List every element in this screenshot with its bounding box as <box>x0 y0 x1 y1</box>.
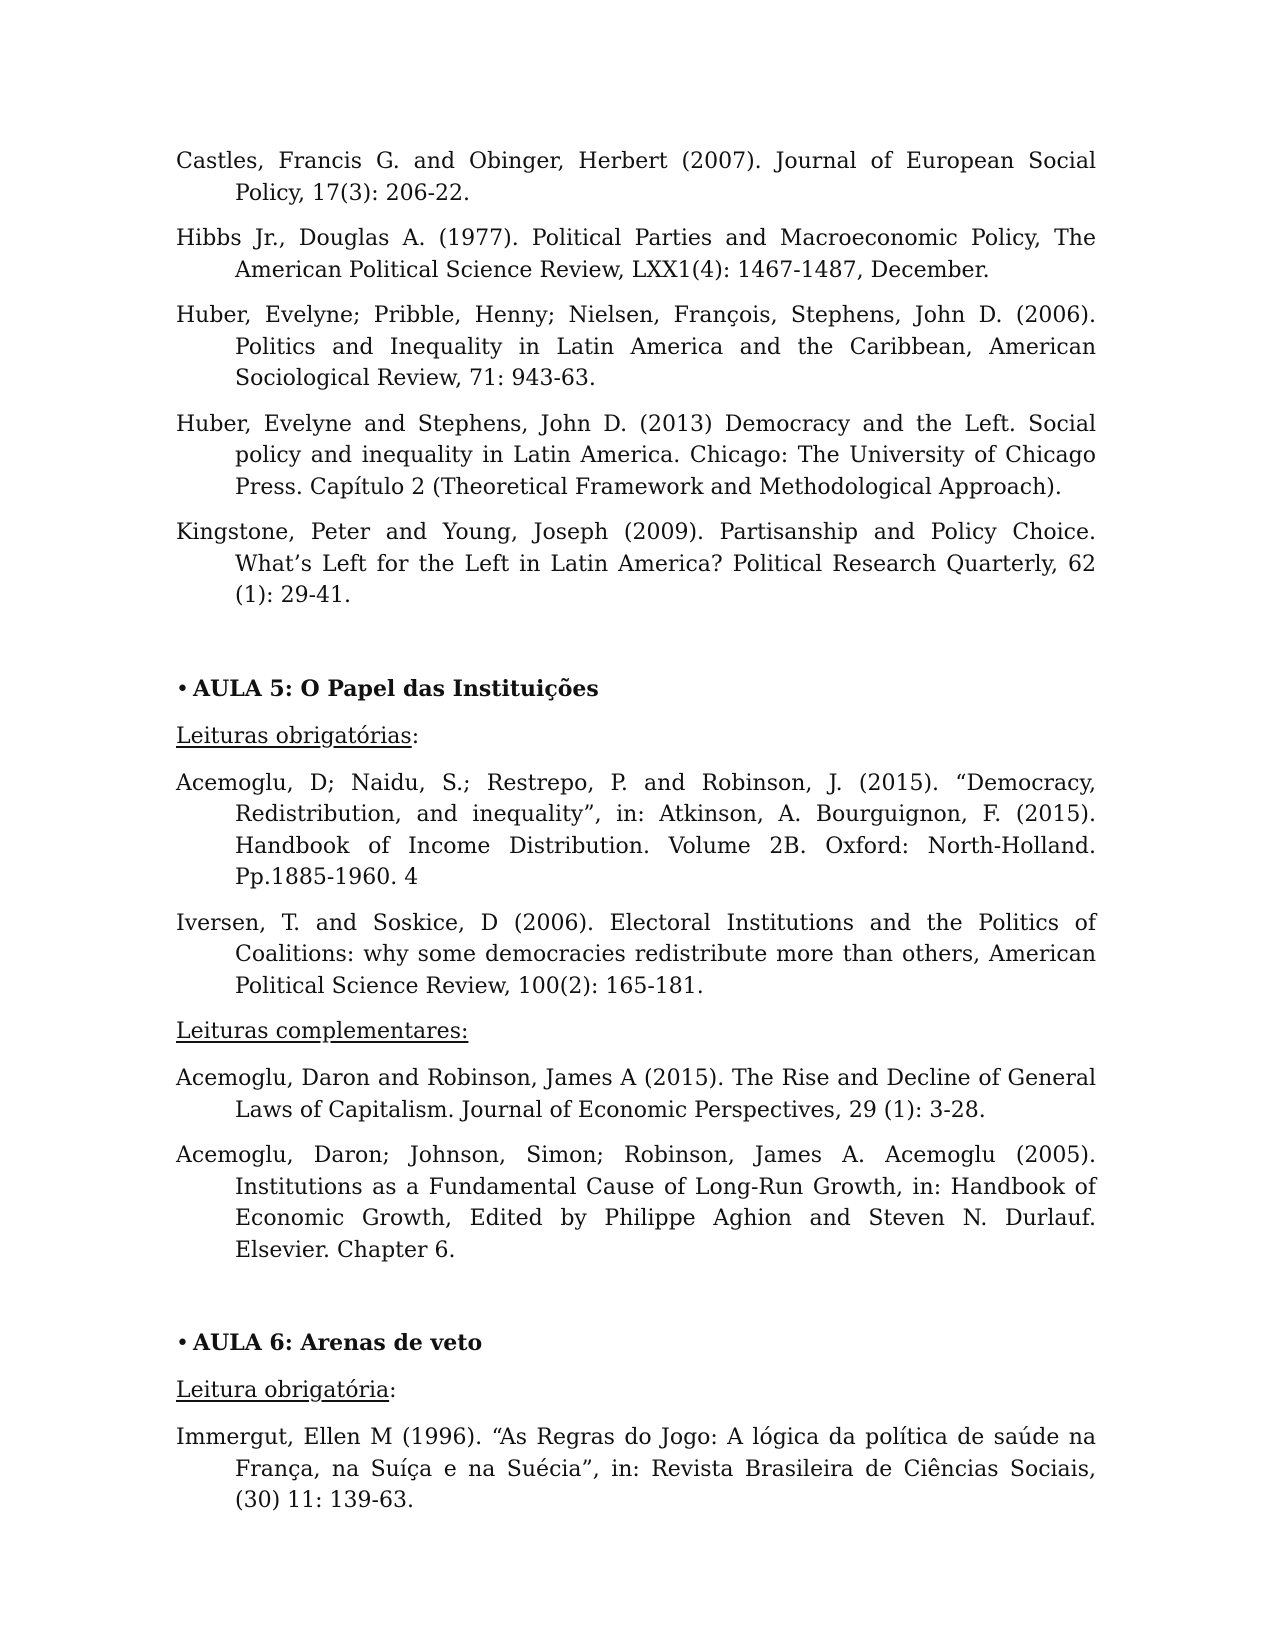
label-suffix: : <box>389 1378 397 1403</box>
section-spacer <box>176 626 1096 674</box>
reference-entry: Castles, Francis G. and Obinger, Herbert (2007). Journal of European Social Policy, 17(3): 206-22. <box>176 149 1096 206</box>
complementary-readings-label <box>176 1016 1096 1047</box>
reference-entry: Kingstone, Peter and Young, Joseph (2009). Partisanship and Policy Choice. What’s Left for the Left in Latin America? Political Research Quarterly, 62 (1): 29-41. <box>176 520 1096 608</box>
mandatory-reading-label <box>176 1375 1096 1406</box>
reference-entry: Iversen, T. and Soskice, D (2006). Electoral Institutions and the Politics of Coalitions: why some democracies redistribute more than others, American Political Science Review, 100(2): 165-181. <box>176 910 1096 999</box>
reference-entry: Immergut, Ellen M (1996). “As Regras do Jogo: A lógica da política de saúde na França, na Suíça e na Suécia”, in: Revista Brasileira de Ciências Sociais, (30) 11: 139-63. <box>176 1425 1096 1513</box>
bullet-icon: • <box>176 676 189 702</box>
section-heading-aula-6 <box>176 1328 1096 1359</box>
mandatory-readings-label <box>176 721 1096 752</box>
reference-entry: Acemoglu, Daron and Robinson, James A (2015). The Rise and Decline of General Laws of Capitalism. Journal of Economic Perspectives, 29 (1): 3-28. <box>176 1066 1096 1123</box>
section-title: AULA 6: Arenas de veto <box>192 1330 483 1356</box>
reference-entry: Huber, Evelyne; Pribble, Henny; Nielsen, François, Stephens, John D. (2006). Politics and Inequality in Latin America and the Caribbean, American Sociological Review, 71: 943-63. <box>176 303 1096 391</box>
mandatory-readings-text: Leituras obrigatórias <box>176 723 412 749</box>
reference-entry: Hibbs Jr., Douglas A. (1977). Political Parties and Macroeconomic Policy, The American Political Science Review, LXX1(4): 1467-1487, December. <box>176 226 1096 283</box>
reference-entry: Acemoglu, D; Naidu, S.; Restrepo, P. and Robinson, J. (2015). “Democracy, Redistribution, and inequality”, in: Atkinson, A. Bourguignon, F. (2015). Handbook of Income Distribution. Volume 2B. Oxford: North-Holland. Pp.1885-1960. 4 <box>176 770 1096 890</box>
section-heading-aula-5 <box>176 674 1096 705</box>
section-spacer <box>176 1280 1096 1328</box>
section-title: AULA 5: O Papel das Instituições <box>192 675 599 702</box>
reference-entry: Acemoglu, Daron; Johnson, Simon; Robinson, James A. Acemoglu (2005). Institutions as a Fundamental Cause of Long-Run Growth, in: Handbook of Economic Growth, Edited by Philippe Aghion and Steven N. Durlauf. Elsevier. Chapter 6. <box>176 1143 1096 1263</box>
mandatory-reading-text: Leitura obrigatória <box>176 1378 390 1403</box>
page-content <box>176 146 1096 1531</box>
bullet-icon: • <box>176 1331 189 1356</box>
reference-entry: Huber, Evelyne and Stephens, John D. (2013) Democracy and the Left. Social policy and inequality in Latin America. Chicago: The University of Chicago Press. Capítulo 2 (Theoretical Framework and Methodological Approach). <box>176 411 1096 500</box>
complementary-readings-text: Leituras complementares: <box>176 1019 469 1044</box>
label-suffix: : <box>411 723 420 749</box>
